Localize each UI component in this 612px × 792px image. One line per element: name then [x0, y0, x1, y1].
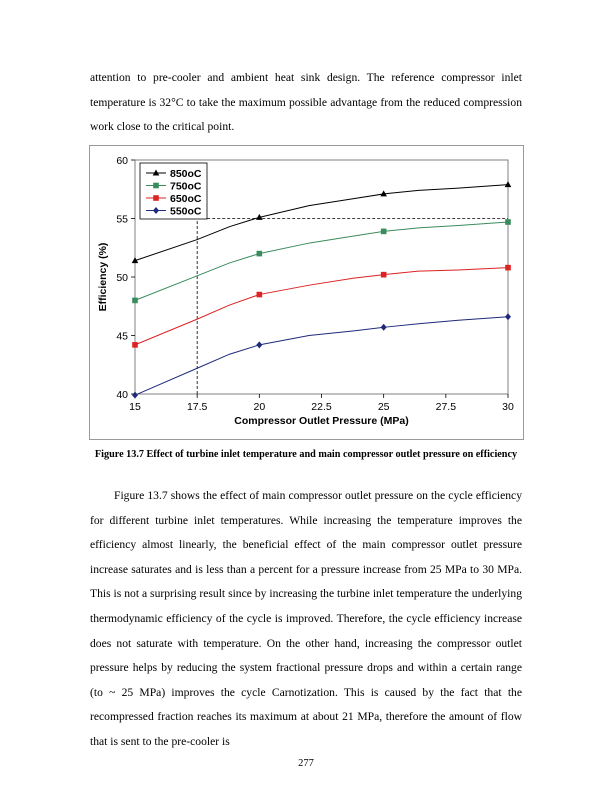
data-point — [257, 251, 263, 257]
x-tick-label: 22.5 — [311, 401, 332, 413]
data-point — [505, 265, 511, 271]
y-tick-label: 40 — [116, 389, 128, 401]
y-tick-label: 60 — [116, 155, 128, 167]
data-point — [381, 272, 387, 278]
x-tick-label: 15 — [129, 401, 141, 413]
x-tick-label: 27.5 — [435, 401, 457, 413]
data-point — [381, 229, 387, 235]
legend-marker — [153, 195, 159, 201]
body-paragraph: Figure 13.7 shows the effect of main compressor outlet pressure on the cycle efficiency for different turbine inlet temperatures. While increasing the temperature improves the efficiency almost linearly, the beneficial effect of the main compressor outlet pressure increase saturates and is less than a percent for a pressure increase from 25 MPa to 30 MPa. This is not a surprising result since by increasing the turbine inlet temperature the underlying thermodynamic efficiency of the cycle is improved. Therefore, the cycle efficiency increase does not saturate with temperature. On the other hand, increasing the compressor outlet pressure helps by reducing the system fractional pressure drops and within a certain range (to ~ 25 MPa) improves the cycle Carnotization. This is caused by the fact that the recompressed fraction reaches its maximum at about 21 MPa, therefore the amount of flow that is sent to the pre-cooler is — [90, 489, 522, 748]
y-tick-label: 55 — [116, 213, 128, 226]
intro-paragraph: attention to pre-cooler and ambient heat sink design. The reference compressor inlet temperature is 32°C to take the maximum possible advantage from the reduced compression work close to the critical point. — [90, 71, 522, 134]
legend-label: 750oC — [170, 180, 202, 193]
legend-label: 550oC — [170, 205, 202, 218]
legend-label: 850oC — [170, 168, 202, 180]
y-tick-label: 50 — [116, 272, 128, 284]
x-axis-title: Compressor Outlet Pressure (MPa) — [234, 415, 409, 427]
legend-label: 650oC — [170, 193, 202, 205]
data-point — [132, 298, 138, 304]
page-number: 277 — [298, 758, 314, 769]
figure-caption: Figure 13.7 Effect of turbine inlet temperature and main compressor outlet pressure on efficiency — [94, 449, 518, 460]
data-point — [505, 219, 511, 225]
data-point — [132, 342, 138, 348]
y-tick-label: 45 — [116, 330, 128, 343]
x-tick-label: 30 — [502, 401, 514, 413]
legend — [140, 163, 207, 219]
x-tick-label: 25 — [377, 401, 390, 413]
legend-marker — [153, 183, 159, 189]
figure-frame — [89, 145, 524, 440]
data-point — [257, 292, 263, 298]
efficiency-chart — [90, 146, 523, 439]
x-tick-label: 20 — [253, 401, 266, 413]
y-axis-title: Efficiency (%) — [97, 242, 109, 312]
x-tick-label: 17.5 — [186, 401, 208, 413]
